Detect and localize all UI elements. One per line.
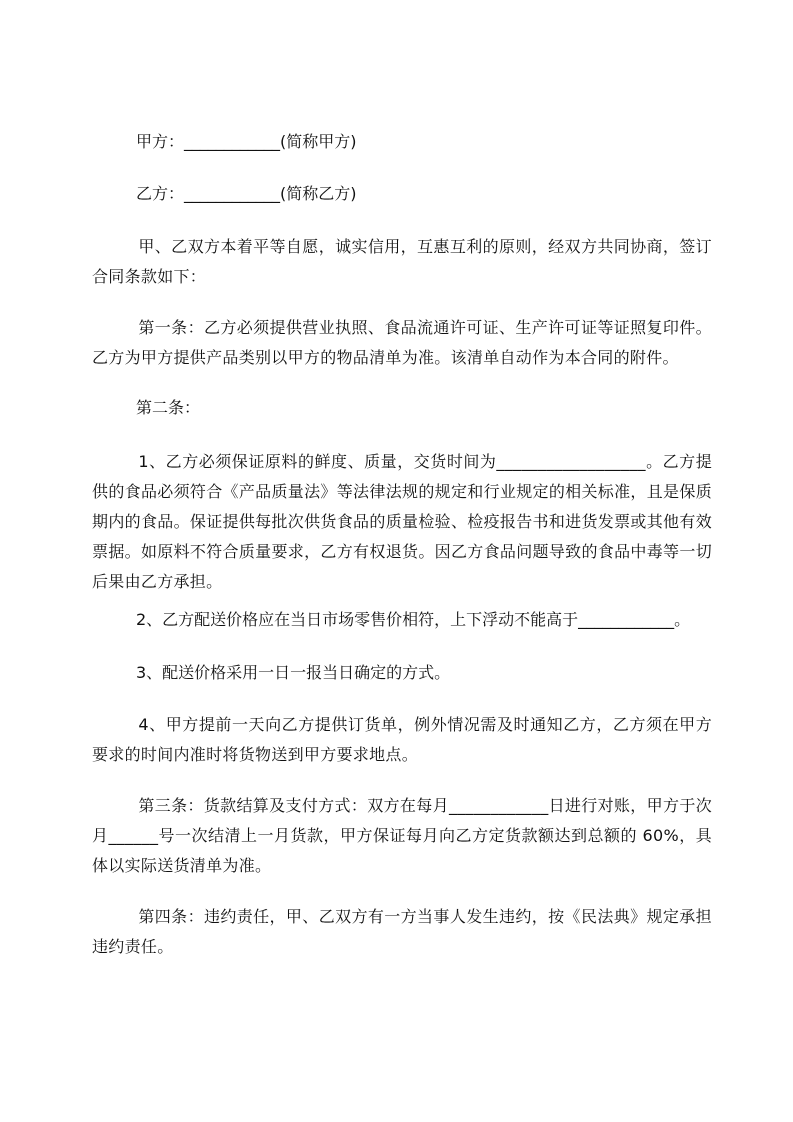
party-b-line: 乙方：____________(简称乙方) [136,184,357,203]
article-1-paragraph: 第一条：乙方必须提供营业执照、食品流通许可证、生产许可证等证照复印件。乙方为甲方提供产品类别以甲方的物品清单为准。该清单自动作为本合同的附件。 [92,318,712,367]
article-2-clause-4: 4、甲方提前一天向乙方提供订货单，例外情况需及时通知乙方，乙方须在甲方要求的时间内准时将货物送到甲方要求地点。 [92,715,712,764]
article-2-clause-1: 1、乙方必须保证原料的鲜度、质量，交货时间为__________________。乙方提供的食品必须符合《产品质量法》等法律法规的规定和行业规定的相关标准，且是保质期内的食品。保证提供每批次供货食品的质量检验、检疫报告书和进货发票或其他有效票据。如原料不符合质量要求，乙方有权退货。因乙方食品问题导致的食品中毒等一切后果由乙方承担。 [92,452,712,591]
preamble-paragraph: 甲、乙双方本着平等自愿，诚实信用，互惠互利的原则，经双方共同协商，签订合同条款如下： [92,237,712,286]
article-2-clause-2: 2、乙方配送价格应在当日市场零售价相符，上下浮动不能高于____________。 [136,610,691,629]
party-a-line: 甲方：____________(简称甲方) [136,132,357,151]
article-2-heading: 第二条： [136,398,201,417]
article-4-paragraph: 第四条：违约责任，甲、乙双方有一方当事人发生违约，按《民法典》规定承担违约责任。 [92,907,712,956]
article-2-clause-3: 3、配送价格采用一日一报当日确定的方式。 [136,663,451,682]
article-3-paragraph: 第三条：货款结算及支付方式：双方在每月____________日进行对账，甲方于次月______号一次结清上一月货款，甲方保证每月向乙方定货款额达到总额的 60%，具体以实际送货清单为准。 [92,796,712,875]
